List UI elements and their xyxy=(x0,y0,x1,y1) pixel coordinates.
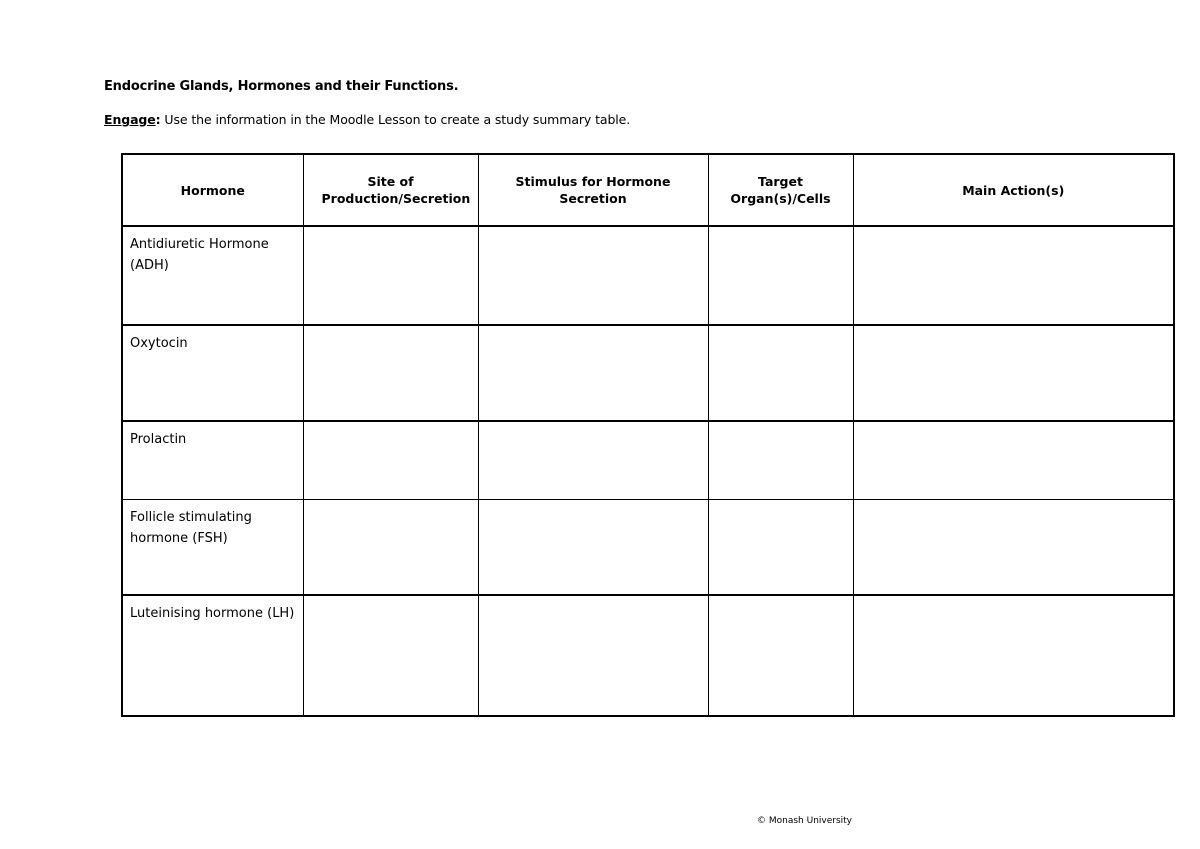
engage-instruction xyxy=(104,112,630,127)
site-cell[interactable] xyxy=(303,499,478,595)
action-cell[interactable] xyxy=(853,421,1174,499)
engage-text: Use the information in the Moodle Lesson to create a study summary table. xyxy=(160,112,631,127)
target-cell[interactable] xyxy=(708,499,853,595)
table-row xyxy=(122,499,1174,595)
header-target-organs: Target Organ(s)/Cells xyxy=(708,154,853,226)
page-title: Endocrine Glands, Hormones and their Functions. xyxy=(104,79,459,94)
target-cell[interactable] xyxy=(708,226,853,325)
hormone-name-cell: Antidiuretic Hormone (ADH) xyxy=(122,226,303,325)
hormone-name-cell: Oxytocin xyxy=(122,325,303,421)
hormone-name-cell: Prolactin xyxy=(122,421,303,499)
site-cell[interactable] xyxy=(303,325,478,421)
engage-label: Engage xyxy=(104,112,156,127)
stimulus-cell[interactable] xyxy=(478,499,708,595)
hormone-name-cell: Luteinising hormone (LH) xyxy=(122,595,303,716)
stimulus-cell[interactable] xyxy=(478,226,708,325)
study-summary-table xyxy=(121,153,1175,717)
engage-colon: : xyxy=(155,112,161,127)
site-cell[interactable] xyxy=(303,595,478,716)
stimulus-cell[interactable] xyxy=(478,421,708,499)
table-row xyxy=(122,595,1174,716)
action-cell[interactable] xyxy=(853,226,1174,325)
action-cell[interactable] xyxy=(853,499,1174,595)
action-cell[interactable] xyxy=(853,595,1174,716)
table-row xyxy=(122,325,1174,421)
table-header-row xyxy=(122,154,1174,226)
hormone-name-cell: Follicle stimulating hormone (FSH) xyxy=(122,499,303,595)
copyright-footer: © Monash University xyxy=(757,816,853,826)
stimulus-cell[interactable] xyxy=(478,595,708,716)
stimulus-cell[interactable] xyxy=(478,325,708,421)
header-site-of-production: Site of Production/Secretion xyxy=(303,154,478,226)
action-cell[interactable] xyxy=(853,325,1174,421)
site-cell[interactable] xyxy=(303,421,478,499)
table-row xyxy=(122,421,1174,499)
target-cell[interactable] xyxy=(708,595,853,716)
table-row xyxy=(122,226,1174,325)
target-cell[interactable] xyxy=(708,325,853,421)
header-stimulus: Stimulus for Hormone Secretion xyxy=(478,154,708,226)
header-hormone: Hormone xyxy=(122,154,303,226)
target-cell[interactable] xyxy=(708,421,853,499)
header-main-actions: Main Action(s) xyxy=(853,154,1174,226)
site-cell[interactable] xyxy=(303,226,478,325)
